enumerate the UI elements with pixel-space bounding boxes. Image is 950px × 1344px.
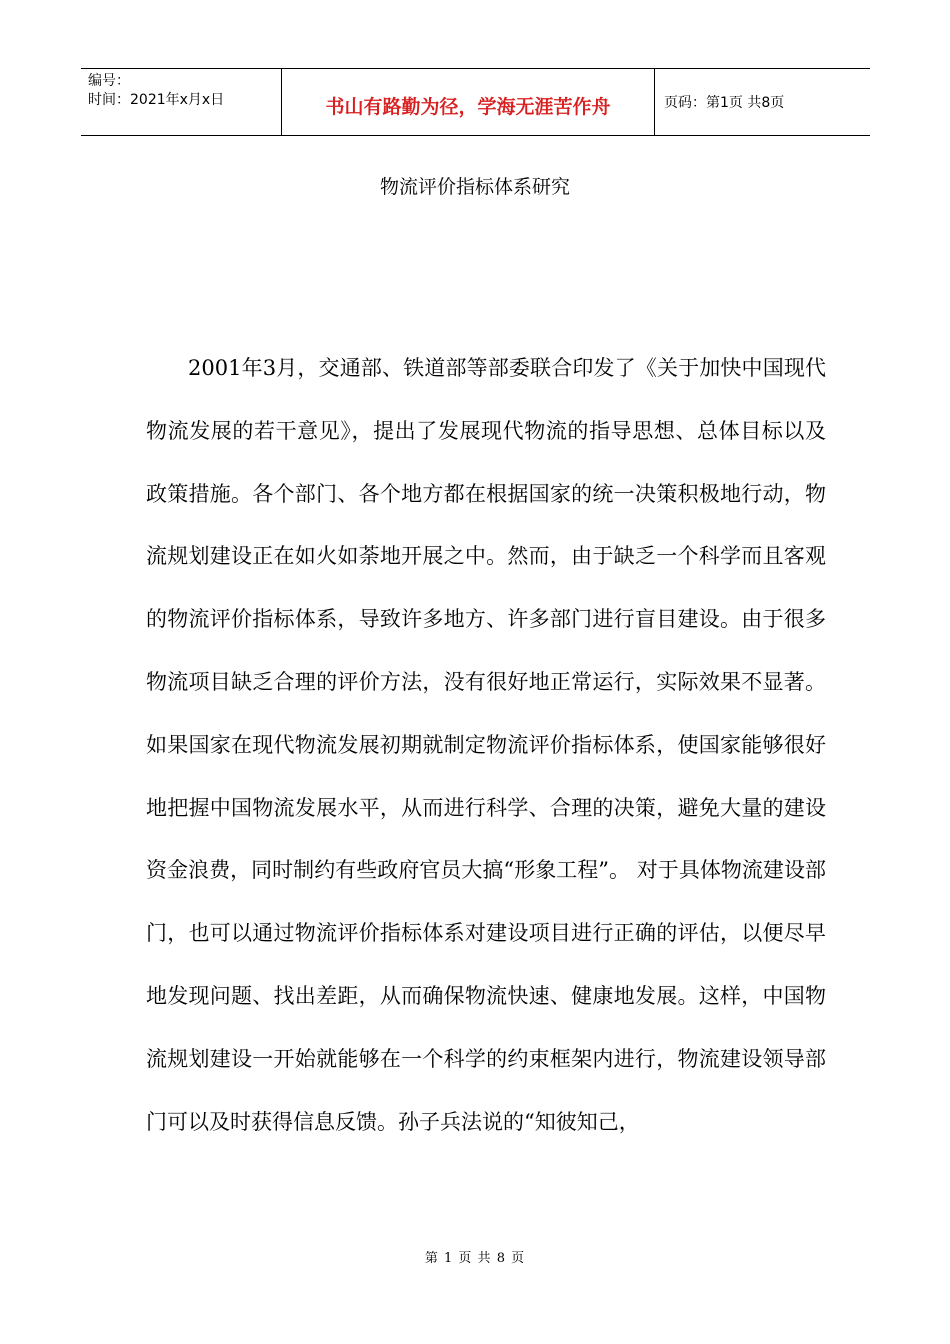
document-header xyxy=(81,68,870,136)
document-number-label: 编号： xyxy=(88,73,130,89)
header-page-info: 页码：第1页 共8页 xyxy=(664,95,785,111)
header-motto: 书山有路勤为径，学海无涯苦作舟 xyxy=(282,69,655,135)
page-footer: 第 1 页 共 8 页 xyxy=(424,1251,526,1266)
header-meta xyxy=(81,69,282,135)
document-date: 时间：2021年x月x日 xyxy=(88,92,225,108)
document-title: 物流评价指标体系研究 xyxy=(379,176,570,198)
body-paragraph: 2001年3月，交通部、铁道部等部委联合印发了《关于加快中国现代物流发展的若干意见》，提出了发展现代物流的指导思想、总体目标以及政策措施。各个部门、各个地方都在根据国家的统一决策积极地行动，物流规划建设正在如火如荼地开展之中。然而，由于缺乏一个科学而且客观的物流评价指标体系，导致许多地方、许多部门进行盲目建设。由于很多物流项目缺乏合理的评价方法，没有很好地正常运行，实际效果不显著。如果国家在现代物流发展初期就制定物流评价指标体系，使国家能够很好地把握中国物流发展水平，从而进行科学、合理的决策，避免大量的建设资金浪费，同时制约有些政府官员大搞“形象工程”。 对于具体物流建设部门，也可以通过物流评价指标体系对建设项目进行正确的评估，以便尽早地发现问题、找出差距，从而确保物流快速、健康地发展。这样，中国物流规划建设一开始就能够在一个科学的约束框架内进行，物流建设领导部门可以及时获得信息反馈。孙子兵法说的“知彼知己， xyxy=(146,356,826,1134)
